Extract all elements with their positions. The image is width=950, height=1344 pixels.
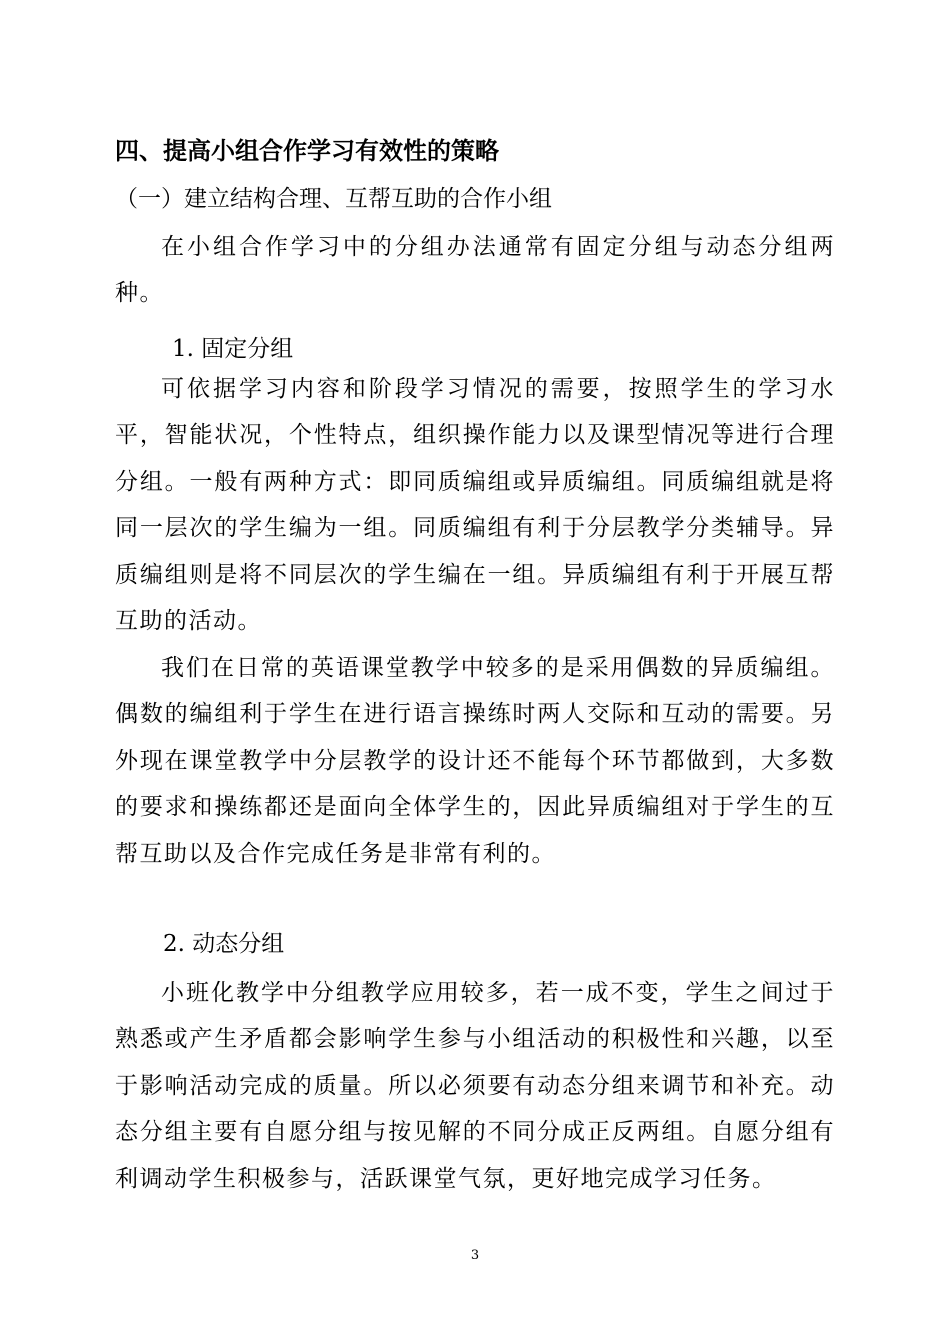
fixed-grouping-paragraph: 可依据学习内容和阶段学习情况的需要，按照学生的学习水平，智能状况，个性特点，组织操作能力以及课型情况等进行合理分组。一般有两种方式：即同质编组或异质编组。同质编组就是将同一层次的学生编为一组。同质编组有利于分层教学分类辅导。异质编组则是将不同层次的学生编在一组。异质编组有利于开展互帮互助的活动。 (115, 376, 835, 635)
subsection-heading: （一）建立结构合理、互帮互助的合作小组 (115, 186, 552, 212)
page-number: 3 (470, 1248, 480, 1263)
intro-paragraph: 在小组合作学习中的分组办法通常有固定分组与动态分组两种。 (115, 234, 835, 307)
english-class-grouping-paragraph: 我们在日常的英语课堂教学中较多的是采用偶数的异质编组。偶数的编组利于学生在进行语言操练时两人交际和互动的需要。另外现在课堂教学中分层教学的设计还不能每个环节都做到，大多数的要求和操练都还是面向全体学生的，因此异质编组对于学生的互帮互助以及合作完成任务是非常有利的。 (115, 655, 835, 867)
item-fixed-grouping-title: 1. 固定分组 (172, 336, 294, 362)
dynamic-grouping-paragraph: 小班化教学中分组教学应用较多，若一成不变，学生之间过于熟悉或产生矛盾都会影响学生参与小组活动的积极性和兴趣，以至于影响活动完成的质量。所以必须要有动态分组来调节和补充。动态分组主要有自愿分组与按见解的不同分成正反两组。自愿分组有利调动学生积极参与，活跃课堂气氛，更好地完成学习任务。 (115, 980, 835, 1192)
item-dynamic-grouping-title: 2. 动态分组 (163, 931, 285, 957)
section-heading: 四、提高小组合作学习有效性的策略 (115, 137, 499, 165)
